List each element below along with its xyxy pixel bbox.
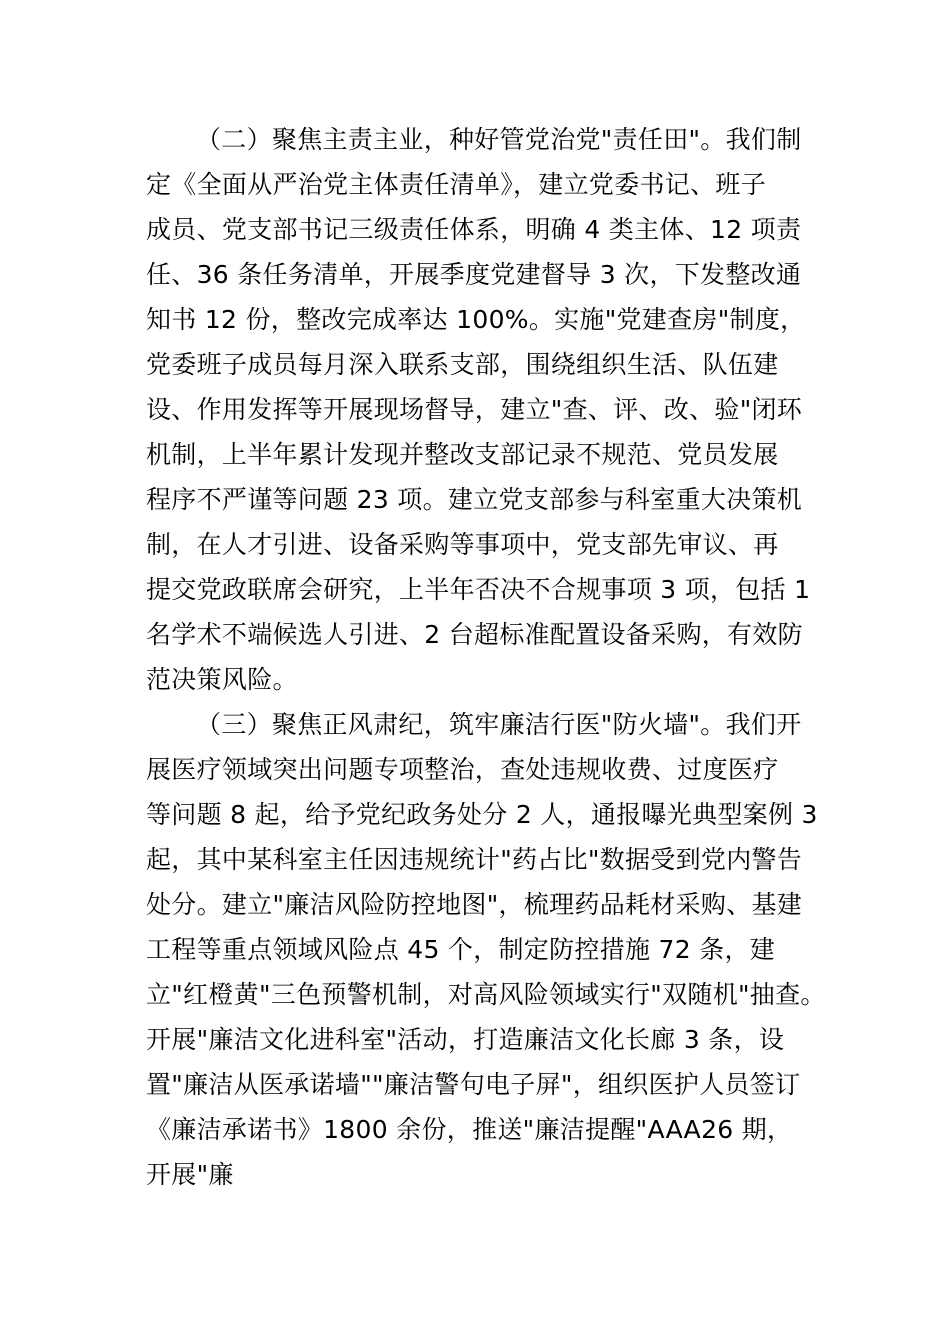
text-line: 等问题 8 起，给予党纪政务处分 2 人，通报曝光典型案例 3 [146,800,818,829]
text-line: 工程等重点领域风险点 45 个，制定防控措施 72 条，建 [146,935,776,964]
paragraph-section-3 [146,702,836,1197]
text-line: 起，其中某科室主任因违规统计"药占比"数据受到党内警告 [146,845,803,874]
text-line: （三）聚焦正风肃纪，筑牢廉洁行医"防火墙"。我们开 [196,710,802,739]
text-line: 程序不严谨等问题 23 项。建立党支部参与科室重大决策机 [146,485,803,514]
text-line: 置"廉洁从医承诺墙""廉洁警句电子屏"，组织医护人员签订 [146,1070,801,1099]
text-line: 制，在人才引进、设备采购等事项中，党支部先审议、再 [146,530,779,559]
text-line: 展医疗领域突出问题专项整治，查处违规收费、过度医疗 [146,755,779,784]
paragraph-section-2 [146,117,836,702]
text-line: 范决策风险。 [146,665,298,694]
text-line: 知书 12 份，整改完成率达 100%。实施"党建查房"制度， [146,305,806,334]
text-line: 名学术不端候选人引进、2 台超标准配置设备采购，有效防 [146,620,803,649]
text-line: 立"红橙黄"三色预警机制，对高风险领域实行"双随机"抽查。 [146,980,826,1009]
text-line: 党委班子成员每月深入联系支部，围绕组织生活、队伍建 [146,350,779,379]
text-line: 处分。建立"廉洁风险防控地图"，梳理药品耗材采购、基建 [146,890,803,919]
text-line: 开展"廉 [146,1160,234,1189]
text-line: 《廉洁承诺书》1800 余份，推送"廉洁提醒"AAA26 期， [146,1115,793,1144]
text-line: 机制，上半年累计发现并整改支部记录不规范、党员发展 [146,440,779,469]
text-line: 开展"廉洁文化进科室"活动，打造廉洁文化长廊 3 条，设 [146,1025,785,1054]
text-line: 定《全面从严治党主体责任清单》，建立党委书记、班子 [146,170,767,199]
text-line: （二）聚焦主责主业，种好管党治党"责任田"。我们制 [196,125,802,154]
text-line: 任、36 条任务清单，开展季度党建督导 3 次，下发整改通 [146,260,802,289]
document-body [146,117,836,1197]
text-line: 成员、党支部书记三级责任体系，明确 4 类主体、12 项责 [146,215,802,244]
text-line: 设、作用发挥等开展现场督导，建立"查、评、改、验"闭环 [146,395,803,424]
text-line: 提交党政联席会研究，上半年否决不合规事项 3 项，包括 1 [146,575,811,604]
